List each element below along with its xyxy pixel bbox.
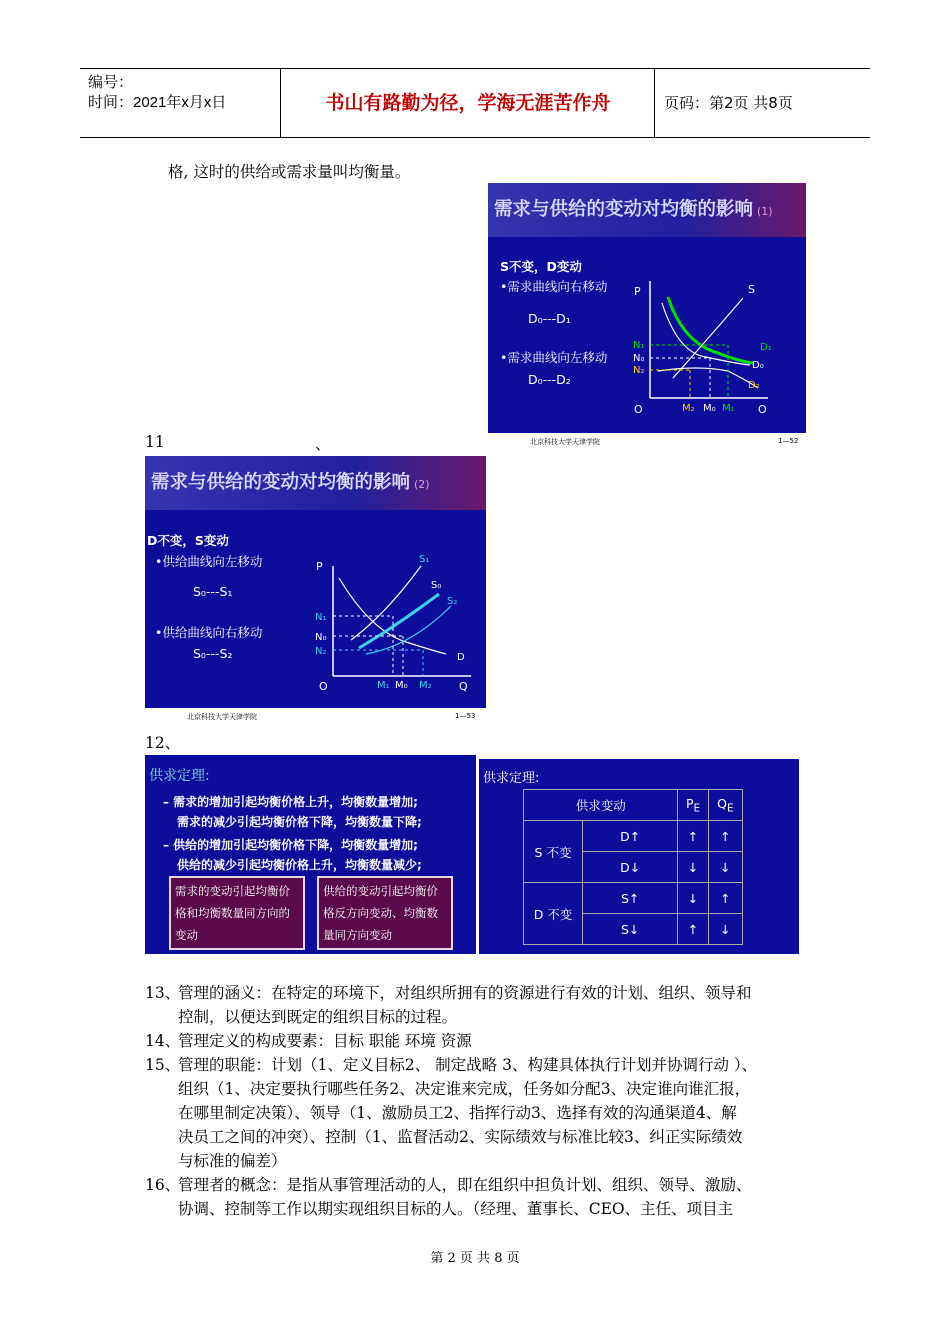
table-cell: ↑: [678, 821, 708, 852]
item-line: 组织（1、决定要执行哪些任务2、决定谁来完成，任务如分配3、决定谁向谁汇报，: [178, 1080, 751, 1098]
slide-line: •供给曲线向右移动: [155, 625, 263, 640]
item-line: 在哪里制定决策）、领导（1、激励员工2、指挥行动3、选择有效的沟通渠道4、解: [178, 1104, 737, 1122]
law-table: [523, 789, 743, 945]
slide-supply-demand-law: [145, 755, 476, 954]
list-item: [145, 981, 825, 1029]
table-cell: ↓: [678, 852, 708, 883]
slide-line: D₀---D₁: [528, 311, 571, 326]
table-cell: S↑: [583, 883, 678, 914]
axis-origin: O: [634, 403, 643, 413]
item-line: 管理定义的构成要素：目标 职能 环境 资源: [178, 1032, 472, 1050]
axis-label-p: P: [316, 560, 323, 573]
law-summary-box: 需求的变动引起均衡价格和均衡数量同方向的变动: [169, 876, 305, 950]
table-group: S 不变: [524, 821, 583, 883]
slide-line: S₀---S₁: [193, 584, 233, 599]
table-header-row: [524, 790, 743, 821]
table-cell: ↓: [708, 914, 742, 945]
item-number: 15、: [145, 1056, 181, 1074]
table-cell: ↑: [678, 914, 708, 945]
item-line: 协调、控制等工作以期实现组织目标的人。（经理、董事长、CEO、主任、项目主: [178, 1200, 734, 1218]
curve-label-s2: S₂: [447, 596, 458, 607]
table-cell: ↓: [678, 883, 708, 914]
slide-line: D₀---D₂: [528, 372, 571, 387]
slide-supply-demand-table: [479, 759, 799, 954]
price-label-n0: N₀: [315, 632, 327, 643]
table-header: 供求变动: [524, 790, 678, 821]
curve-label-d2: D₂: [748, 380, 760, 391]
qty-label-m2: M₂: [682, 403, 695, 413]
supply-shift-graph: [311, 546, 486, 696]
price-label-n0: N₀: [633, 353, 645, 364]
slide-footer-right: 1—52: [778, 437, 799, 445]
table-cell: ↑: [708, 821, 742, 852]
slide-title: 供求定理:: [149, 768, 210, 784]
slide-footer-left: 北京科技大学天津学院: [187, 713, 257, 721]
table-cell: ↓: [708, 852, 742, 883]
law-bullet: – 供给的增加引起均衡价格下降，均衡数量增加;: [163, 838, 418, 852]
slide-footer-strip: [145, 708, 486, 724]
item-number: 13、: [145, 984, 181, 1002]
numbered-items: [145, 981, 825, 1221]
item-line: 决员工之间的冲突）、控制（1、监督活动2、实际绩效与标准比较3、纠正实际绩效: [178, 1128, 743, 1146]
law-bullet: – 需求的增加引起均衡价格上升，均衡数量增加;: [163, 795, 418, 809]
doc-number-label: 编号：: [88, 74, 134, 91]
page-header: [80, 68, 870, 138]
table-cell: S↓: [583, 914, 678, 945]
table-row: [524, 821, 743, 852]
law-summary-box: 供给的变动引起均衡价格反方向变动、均衡数量同方向变动: [317, 876, 453, 950]
slide-line: S₀---S₂: [193, 646, 233, 661]
slide-title: 需求与供给的变动对均衡的影响 (2): [151, 472, 430, 493]
axis-label-q: Q: [758, 403, 767, 413]
curve-label-d: D: [457, 652, 465, 663]
curve-label-s: S: [748, 283, 755, 296]
table-row: [524, 883, 743, 914]
item-11-mark: 、: [315, 435, 331, 453]
header-divider: [280, 69, 281, 137]
slide-line: •供给曲线向左移动: [155, 554, 263, 569]
demand-shift-graph: [618, 273, 806, 413]
header-meta: [88, 73, 226, 141]
law-bullet: 供给的减少引起均衡价格上升，均衡数量减少;: [177, 858, 422, 872]
page-footer: 第 2 页 共 8 页: [430, 1251, 520, 1266]
qty-label-m1: M₁: [377, 680, 390, 691]
table-cell: ↑: [708, 883, 742, 914]
header-divider: [654, 69, 655, 137]
item-line: 与标准的偏差）: [178, 1152, 287, 1170]
item-line: 管理者的概念：是指从事管理活动的人，即在组织中担负计划、组织、领导、激励、: [178, 1176, 752, 1194]
law-bullet: 需求的减少引起均衡价格下降，均衡数量下降;: [177, 815, 422, 829]
table-cell: D↑: [583, 821, 678, 852]
price-label-n1: N₁: [315, 612, 327, 623]
item-12-number: 12、: [145, 734, 181, 752]
intro-text: 格, 这时的供给或需求量叫均衡量。: [168, 163, 411, 181]
doc-date: 时间：2021年x月x日: [88, 94, 227, 111]
item-line: 管理的职能：计划（1、定义目标2、 制定战略 3、构建具体执行计划并协调行动 ）、: [178, 1056, 758, 1074]
slide-line: •需求曲线向左移动: [500, 350, 608, 365]
curve-label-s1: S₁: [419, 554, 430, 565]
table-group: D 不变: [524, 883, 583, 945]
curve-label-s0: S₀: [431, 580, 442, 591]
slide-line: •需求曲线向右移动: [500, 279, 608, 294]
list-item: [145, 1053, 825, 1173]
item-line: 控制，以便达到既定的组织目标的过程。: [178, 1008, 458, 1026]
table-header: $P_E$: [678, 790, 708, 821]
header-page-info: 页码：第2页 共8页: [664, 94, 793, 112]
header-motto: 书山有路勤为径，学海无涯苦作舟: [325, 92, 611, 114]
item-line: 管理的涵义：在特定的环境下，对组织所拥有的资源进行有效的计划、组织、领导和: [178, 984, 752, 1002]
price-label-n2: N₂: [633, 365, 645, 376]
price-label-n1: N₁: [633, 340, 645, 351]
slide-line: S不变，D变动: [500, 259, 582, 274]
curve-label-d1: D₁: [760, 342, 772, 353]
axis-label-p: P: [634, 285, 641, 298]
qty-label-m0: M₀: [703, 403, 716, 413]
curve-label-d0: D₀: [752, 360, 764, 371]
slide-title: 供求定理:: [483, 771, 540, 786]
list-item: [145, 1029, 825, 1053]
slide-supply-shift: [145, 456, 486, 708]
item-number: 14、: [145, 1032, 181, 1050]
price-label-n2: N₂: [315, 646, 327, 657]
item-number: 16、: [145, 1176, 181, 1194]
qty-label-m2: M₂: [419, 680, 432, 691]
slide-footer-strip: [488, 433, 806, 449]
qty-label-m0: M₀: [395, 680, 408, 691]
slide-footer-right: 1—53: [455, 712, 476, 720]
qty-label-m1: M₁: [722, 403, 735, 413]
table-cell: D↓: [583, 852, 678, 883]
slide-title: 需求与供给的变动对均衡的影响 (1): [494, 199, 773, 220]
axis-label-q: Q: [459, 680, 468, 693]
table-header: $Q_E$: [708, 790, 742, 821]
axis-origin: O: [319, 680, 328, 693]
slide-line: D不变，S变动: [147, 533, 229, 548]
item-11-number: 11: [145, 433, 165, 451]
slide-footer-left: 北京科技大学天津学院: [530, 438, 600, 446]
list-item: [145, 1173, 825, 1221]
slide-demand-shift: [488, 183, 806, 433]
